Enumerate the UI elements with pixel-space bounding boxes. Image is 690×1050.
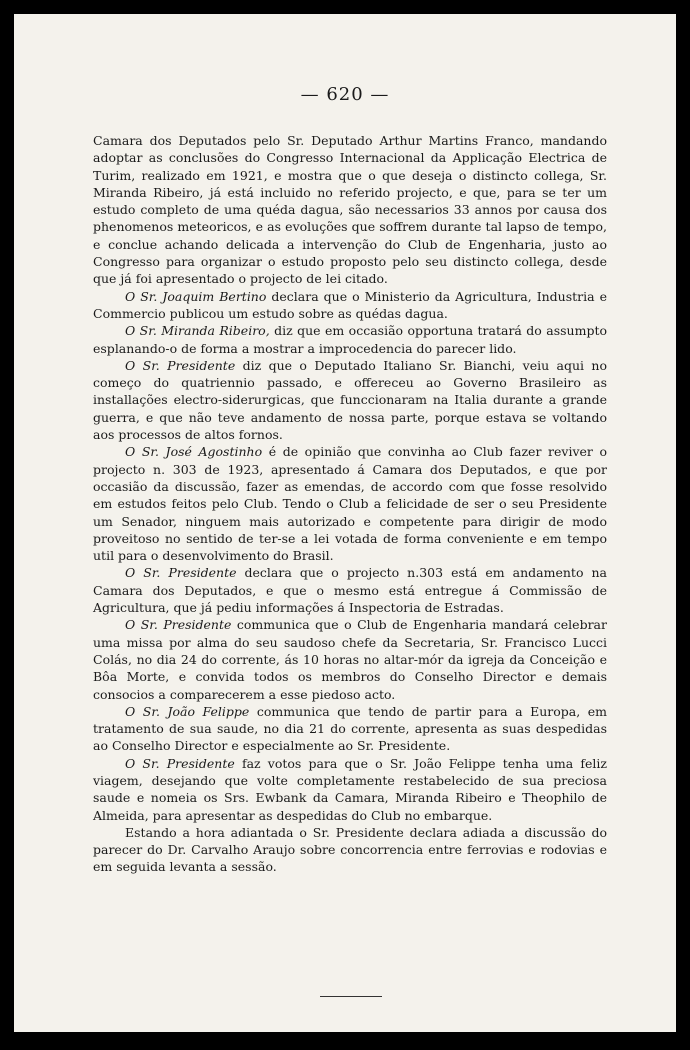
speaker-name: O Sr. Presidente — [125, 565, 237, 581]
paragraph — [93, 564, 607, 616]
paragraph-text: communica que o Club de Engenharia mandará celebrar uma missa por alma do seu saudoso chefe da Secretaria, Sr. Francisco Lucci Colás, no dia 24 do corrente, ás 10 horas no altar-mór da igreja da Conceição e Bôa Morte, e convida todos os membros do Conselho Director e demais consocios a comparecerem a esse piedoso acto. — [93, 617, 607, 702]
page-number: — 620 — — [300, 84, 390, 105]
speaker-name: O Sr. Presidente — [125, 357, 236, 373]
paragraph-text: faz votos para que o Sr. João Felippe tenha uma feliz viagem, desejando que volte completamente restabelecido de sua preciosa saude e nomeia os Srs. Ewbank da Camara, Miranda Ribeiro e Theophilo de Almeida, para apresentar as despedidas do Club no embarque. — [93, 755, 607, 823]
speaker-name: O Sr. Miranda Ribeiro, — [125, 323, 270, 339]
body-text — [93, 132, 607, 876]
speaker-name: O Sr. Presidente — [125, 617, 232, 633]
paragraph — [93, 755, 607, 824]
paragraph-text: é de opinião que convinha ao Club fazer reviver o projecto n. 303 de 1923, apresentado á Camara dos Deputados, e que por occasião da discussão, fazer as emendas, de accordo com que fosse resolvido em estudos feitos pelo Club. Tendo o Club a felicidade de ser o seu Presidente um Senador, ninguem mais autorizado e competente para dirigir de modo proveitoso no sentido de ter-se a lei votada de forma conveniente e em tempo util para o desenvolvimento do Brasil. — [93, 444, 607, 564]
paragraph-text: communica que tendo de partir para a Europa, em tratamento de sua saude, no dia 21 do corrente, apresenta as suas despedidas ao Conselho Director e especialmente ao Sr. Presidente. — [93, 703, 607, 754]
paragraph-text: Camara dos Deputados pelo Sr. Deputado Arthur Martins Franco, mandando adoptar as conclusões do Congresso Internacional da Applicação Electrica de Turim, realizado em 1921, e mostra que o que deseja o distincto collega, Sr. Miranda Ribeiro, já está incluido no referido projecto, e que, para se ter um estudo completo de uma quéda dagua, são necessarios 33 annos por causa dos phenomenos meteoricos, e as evoluções que soffrem durante tal lapso de tempo, e conclue achando delicada a intervenção do Club de Engenharia, justo ao Congresso para organizar o estudo proposto pelo seu distincto collega, desde que já foi apresentado o projecto de lei citado. — [93, 133, 607, 287]
speaker-name: O Sr. José Agostinho — [125, 444, 263, 460]
end-divider — [320, 996, 382, 997]
paragraph-text: diz que o Deputado Italiano Sr. Bianchi, veiu aqui no começo do quatriennio passado, e offereceu ao Governo Brasileiro as installações electro-siderurgicas, que funccionaram na Italia durante a grande guerra, e que não teve andamento de nossa parte, porque estava se voltando aos processos de altos fornos. — [93, 357, 608, 443]
paragraph — [93, 357, 607, 443]
paragraph — [93, 132, 607, 288]
paragraph-text: declara que o projecto n.303 está em andamento na Camara dos Deputados, e que o mesmo está entregue á Commissão de Agricultura, que já pediu informações á Inspectoria de Estradas. — [93, 565, 607, 616]
paragraph — [93, 703, 607, 755]
paragraph-text: diz que em occasião opportuna tratará do assumpto esplanando-o de forma a mostrar a improcedencia do parecer lido. — [93, 323, 607, 356]
paragraph — [93, 288, 607, 323]
speaker-name: O Sr. Presidente — [125, 755, 235, 771]
speaker-name: O Sr. João Felippe — [125, 703, 250, 719]
paragraph — [93, 443, 607, 564]
paragraph-text: declara que o Ministerio da Agricultura, Industria e Commercio publicou um estudo sobre as quédas dagua. — [93, 288, 607, 321]
speaker-name: O Sr. Joaquim Bertino — [125, 288, 267, 304]
paragraph-text: Estando a hora adiantada o Sr. Presidente declara adiada a discussão do parecer do Dr. Carvalho Araujo sobre concorrencia entre ferrovias e rodovias e em seguida levanta a sessão. — [93, 824, 607, 875]
paragraph — [93, 322, 607, 357]
paragraph — [93, 616, 607, 702]
paragraph — [93, 824, 607, 876]
document-page — [14, 14, 676, 1032]
